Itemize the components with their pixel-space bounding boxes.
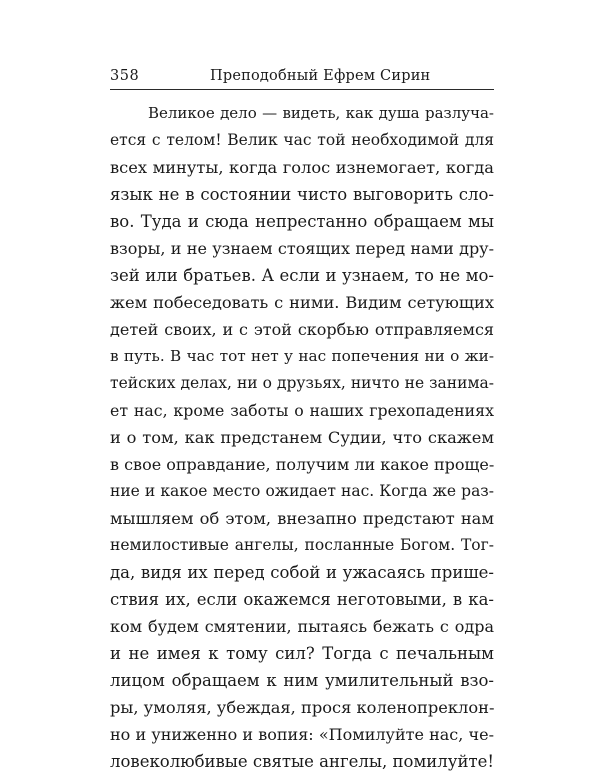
text-line: во. Туда и сюда непрестанно обращаем мы [110, 212, 494, 231]
text-line: взоры, и не узнаем стоящих перед нами дру- [110, 239, 494, 258]
text-line: ется с телом! Велик час той необходимой для [110, 131, 494, 149]
text-line: в путь. В час тот нет у нас попечения ни о жи- [110, 347, 494, 365]
text-line: тейских делах, ни о друзьях, ничто не занима- [110, 374, 494, 392]
text-line: ловеколюбивые святые ангелы, помилуйте! [110, 752, 494, 771]
text-line: зей или братьев. А если и узнаем, то не мо- [110, 266, 494, 285]
page-number: 358 [110, 68, 140, 84]
text-line: детей своих, и с этой скорбью отправляемся [110, 320, 494, 339]
header-rule [110, 89, 494, 90]
text-line: да, видя их перед собой и ужасаясь прише- [110, 563, 494, 582]
running-head [110, 65, 494, 87]
text-line: немилостивые ангелы, посланные Богом. Тог- [110, 536, 494, 554]
text-line: но и униженно и вопия: «Помилуйте нас, че- [110, 725, 494, 744]
text-line: ние и какое место ожидает нас. Когда же раз- [110, 482, 494, 500]
text-line: мышляем об этом, внезапно предстают нам [110, 509, 494, 528]
text-line: ры, умоляя, убеждая, прося коленопреклон- [110, 698, 494, 717]
text-line: ет нас, кроме заботы о наших грехопадениях [110, 401, 494, 420]
text-line: язык не в состоянии чисто выговорить сло- [110, 185, 494, 204]
text-line: и о том, как предстанем Судии, что скажем [110, 428, 494, 447]
text-line: и не имея к тому сил? Тогда с печальным [110, 644, 494, 663]
text-line: ком будем смятении, пытаясь бежать с одра [110, 617, 494, 636]
text-line: ствия их, если окажемся неготовыми, в ка- [110, 590, 494, 609]
text-line: Великое дело — видеть, как душа разлуча- [148, 104, 494, 122]
text-line: лицом обращаем к ним умилительный взо- [110, 671, 494, 690]
body-text [110, 100, 494, 775]
text-line: всех минуты, когда голос изнемогает, когда [110, 158, 494, 177]
text-line: жем побеседовать с ними. Видим сетующих [110, 293, 494, 312]
running-title: Преподобный Ефрем Сирин [210, 68, 431, 84]
text-line: в свое оправдание, получим ли какое проще- [110, 455, 494, 474]
